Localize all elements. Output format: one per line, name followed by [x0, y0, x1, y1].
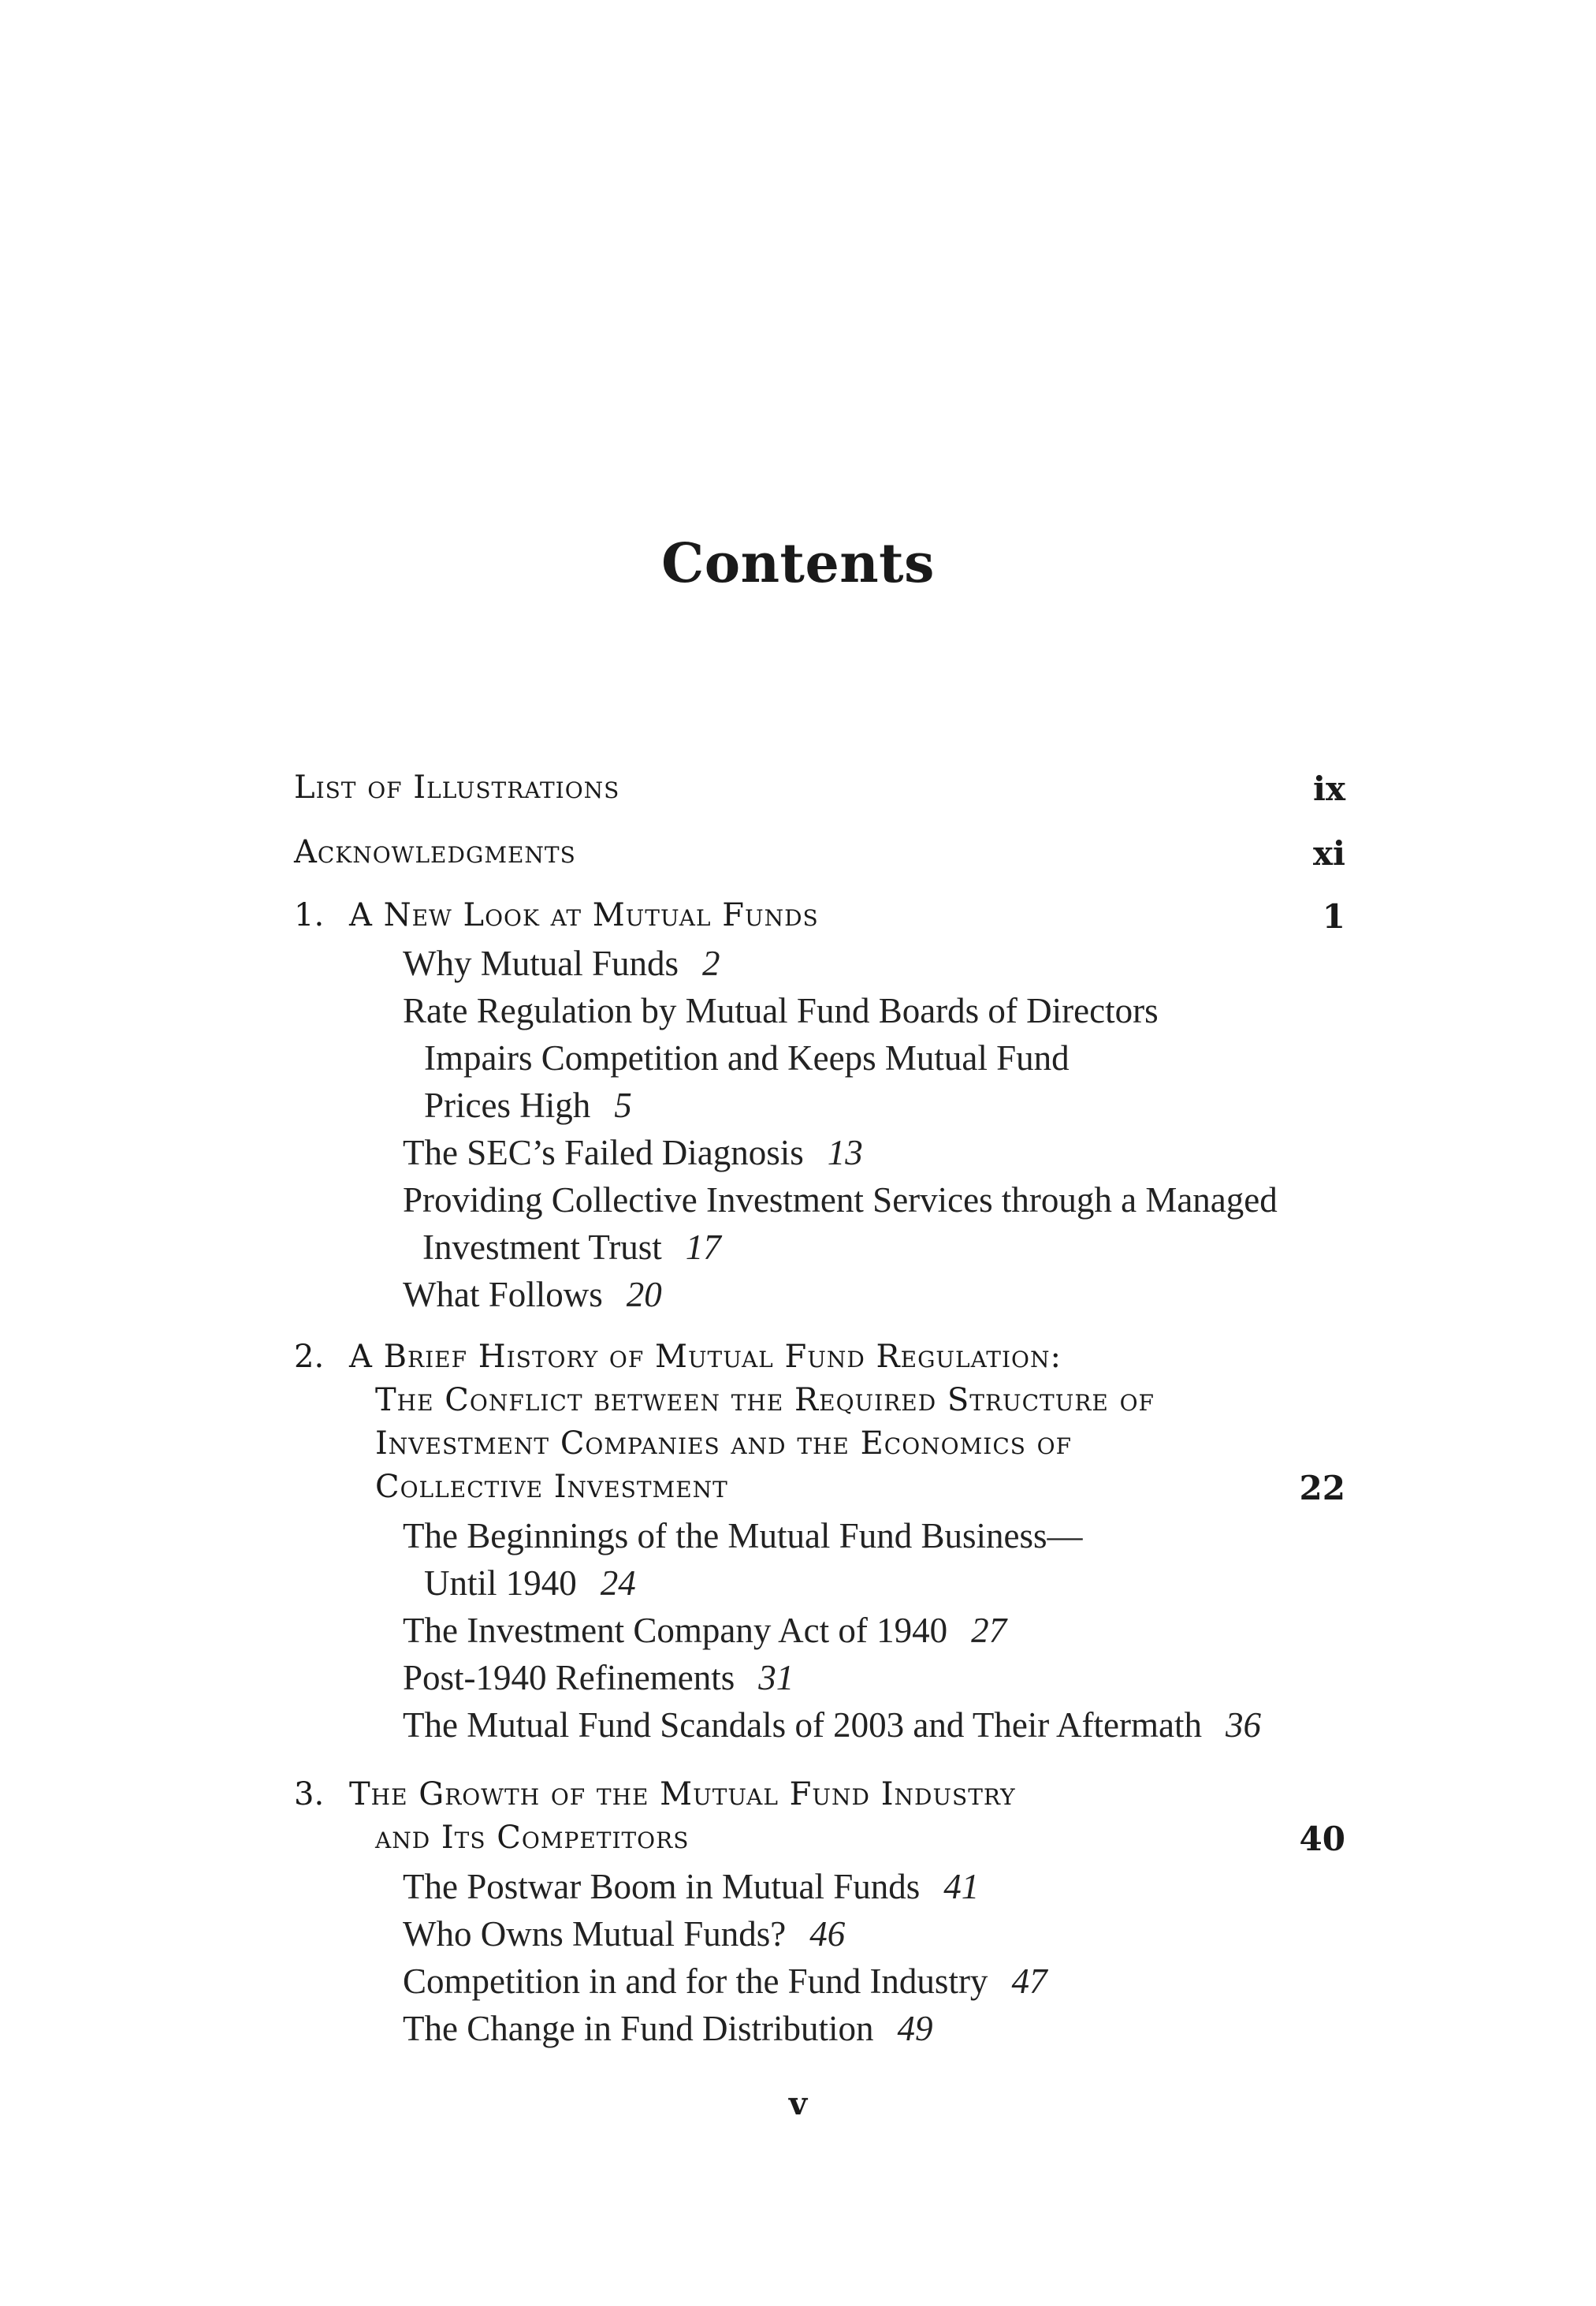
section-entry — [424, 1085, 632, 1126]
section-entry — [403, 1704, 1261, 1745]
section-title: The Postwar Boom in Mutual Funds — [403, 1867, 921, 1906]
section-title: The Investment Company Act of 1940 — [403, 1611, 948, 1650]
section-title: The SEC’s Failed Diagnosis — [403, 1133, 804, 1172]
section-title-line: Impairs Competition and Keeps Mutual Fund — [424, 1038, 1070, 1078]
section-title: What Follows — [403, 1275, 603, 1314]
section-title: The Change in Fund Distribution — [403, 2009, 874, 2048]
section-entry — [424, 1563, 636, 1604]
section-entry — [403, 1961, 1047, 2002]
section-page: 47 — [1011, 1961, 1047, 2001]
toc-page-acknowledgments: xi — [1313, 834, 1345, 873]
section-title: Who Owns Mutual Funds? — [403, 1914, 787, 1954]
section-title-line: Rate Regulation by Mutual Fund Boards of Directors — [403, 991, 1159, 1030]
section-title: Why Mutual Funds — [403, 944, 679, 983]
section-page: 46 — [809, 1914, 846, 1954]
section-entry — [403, 1610, 1006, 1651]
section-page: 2 — [702, 944, 720, 983]
section-title: Competition in and for the Fund Industry — [403, 1961, 988, 2001]
chapter-title-line: The Growth of the Mutual Fund Industry — [349, 1776, 1016, 1812]
chapter-title-line: A Brief History of Mutual Fund Regulation: — [349, 1339, 1062, 1375]
section-entry — [403, 1866, 979, 1907]
section-title-line: Prices High — [424, 1086, 591, 1125]
section-page: 20 — [626, 1275, 662, 1314]
chapter-title-line: The Conflict between the Required Structure of — [375, 1382, 1155, 1418]
section-page: 41 — [943, 1867, 980, 1906]
toc-entry-illustrations: List of Illustrations — [294, 769, 620, 806]
chapter-page: 1 — [1322, 897, 1345, 936]
chapter-title: A New Look at Mutual Funds — [349, 897, 819, 933]
section-title: The Mutual Fund Scandals of 2003 and Their Aftermath — [403, 1705, 1202, 1745]
chapter-number: 3. — [294, 1776, 325, 1812]
chapter-number: 1. — [294, 897, 325, 933]
section-page: 24 — [600, 1563, 636, 1603]
chapter-number: 2. — [294, 1339, 325, 1375]
section-page: 27 — [971, 1611, 1007, 1650]
section-entry — [403, 1132, 863, 1173]
section-page: 36 — [1225, 1705, 1261, 1745]
chapter-page: 22 — [1299, 1469, 1345, 1507]
section-title-line: Providing Collective Investment Services through a Managed — [403, 1180, 1278, 1220]
section-entry — [403, 1657, 794, 1698]
section-entry — [403, 2008, 932, 2049]
section-entry — [403, 943, 720, 984]
section-entry — [422, 1227, 721, 1268]
chapter-page: 40 — [1299, 1820, 1345, 1858]
section-title-line: Investment Trust — [422, 1228, 662, 1267]
page-folio: v — [788, 2085, 808, 2122]
chapter-title-line: Collective Investment — [375, 1469, 728, 1505]
chapter-title-line: and Its Competitors — [375, 1820, 690, 1856]
section-page: 13 — [827, 1133, 863, 1172]
chapter-title-line: Investment Companies and the Economics of — [375, 1425, 1073, 1462]
toc-entry-acknowledgments: Acknowledgments — [294, 834, 576, 870]
page-title: Contents — [661, 532, 935, 595]
section-page: 17 — [685, 1228, 721, 1267]
section-title: Post-1940 Refinements — [403, 1658, 735, 1697]
toc-page-illustrations: ix — [1313, 769, 1345, 808]
section-page: 31 — [758, 1658, 794, 1697]
section-title-line: The Beginnings of the Mutual Fund Business— — [403, 1516, 1083, 1555]
section-page: 49 — [897, 2009, 933, 2048]
section-page: 5 — [614, 1086, 632, 1125]
section-entry — [403, 1274, 662, 1315]
section-title-line: Until 1940 — [424, 1563, 577, 1603]
section-entry — [403, 1913, 845, 1954]
